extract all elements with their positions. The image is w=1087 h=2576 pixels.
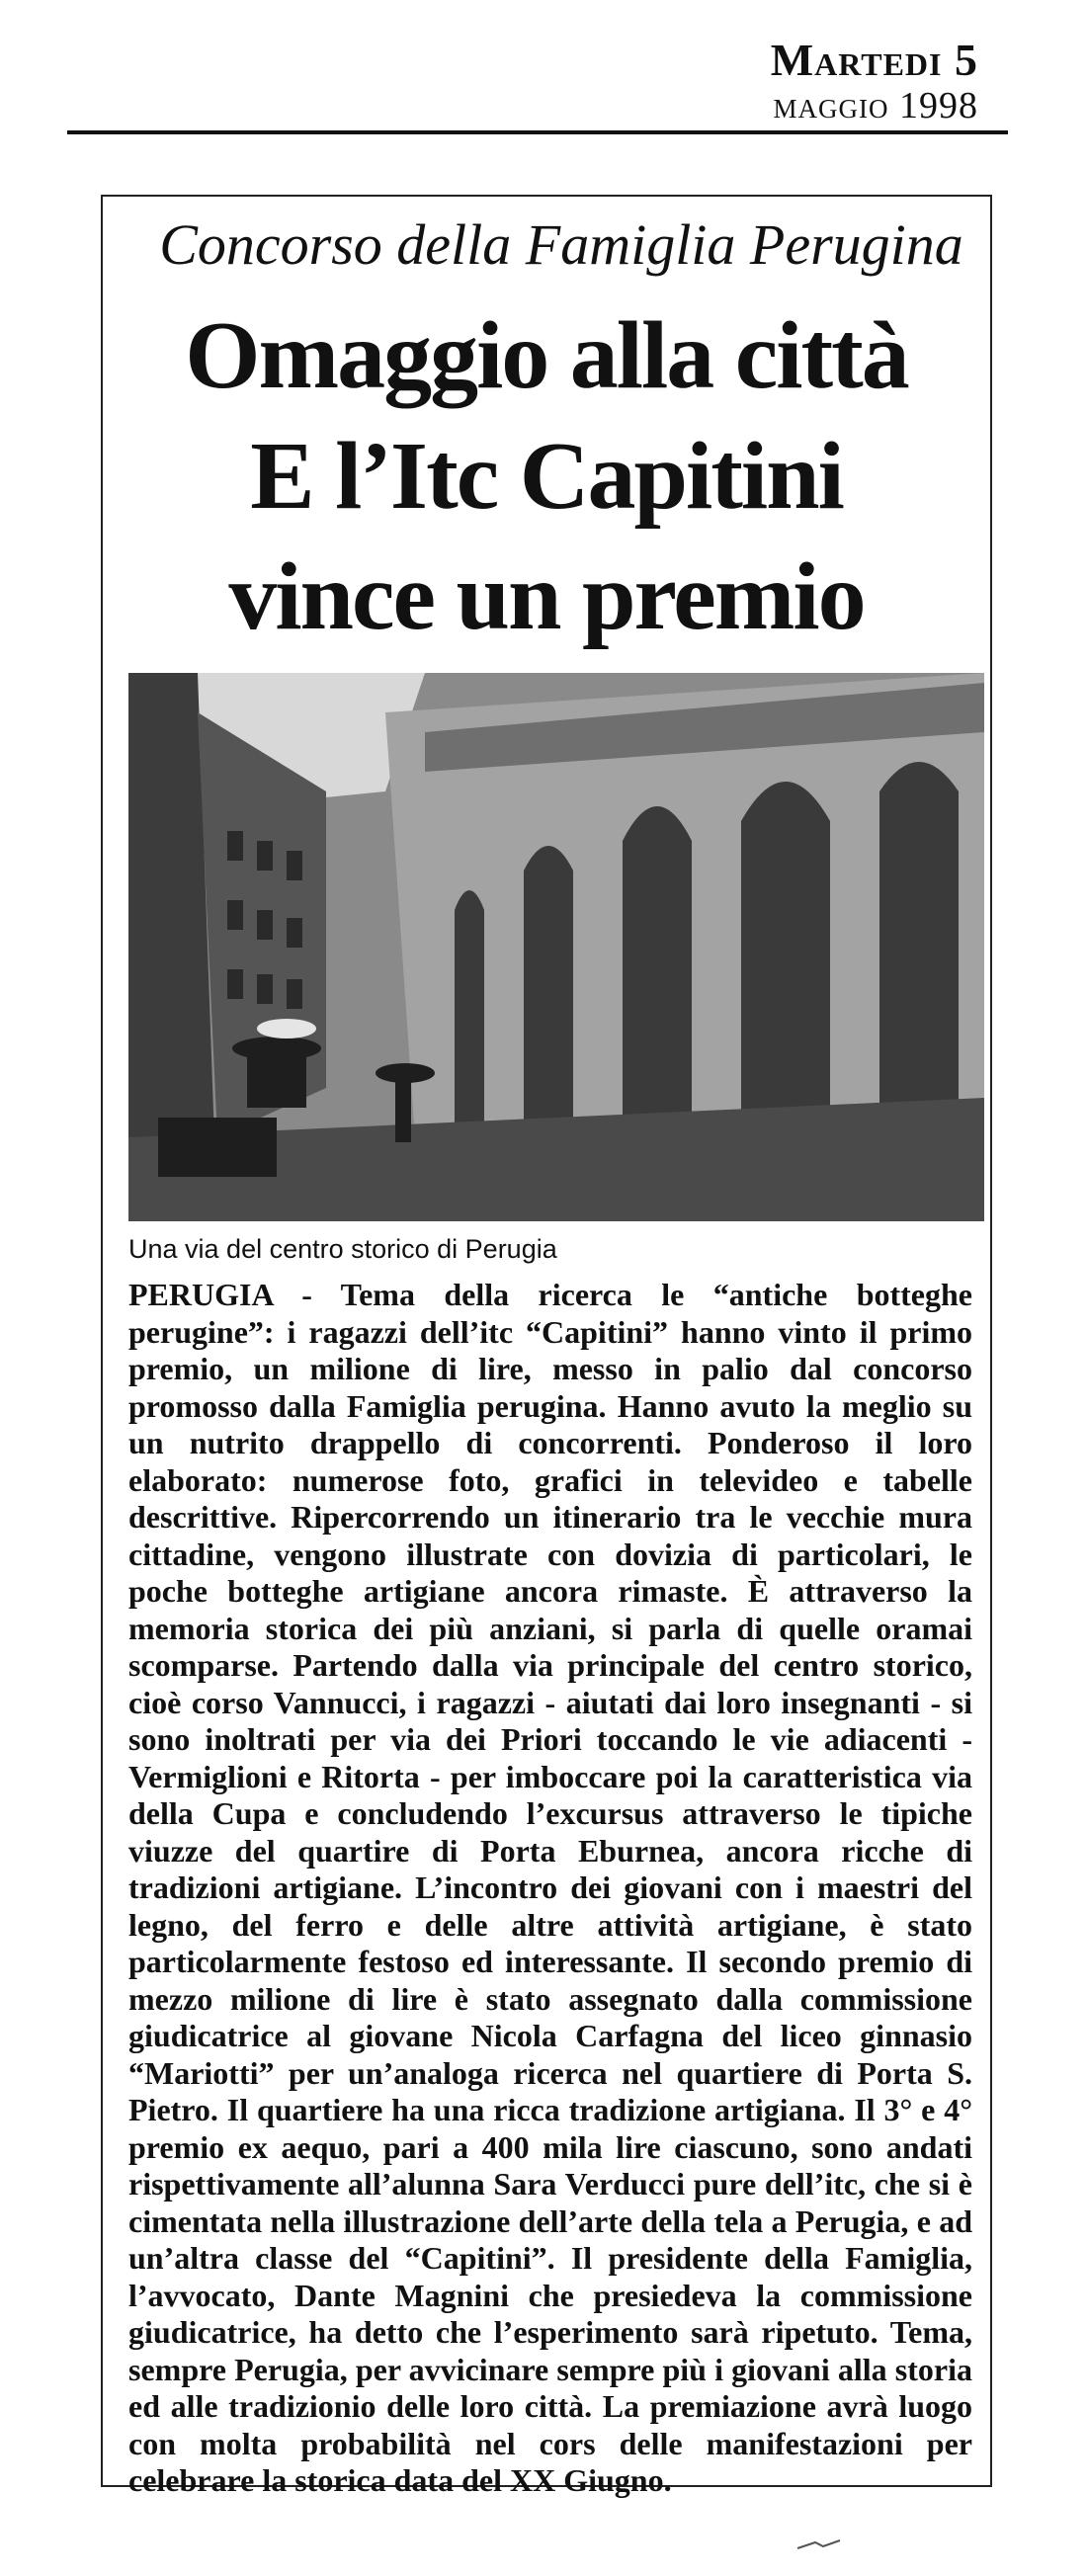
dateline-month-year: maggio 1998 bbox=[773, 85, 978, 126]
street-photo-image bbox=[128, 673, 984, 1221]
dateline bbox=[770, 35, 978, 126]
article-headline bbox=[123, 295, 970, 657]
article-body: PERUGIA - Tema della ricerca le “antiche botteghe perugine”: i ragazzi dell’itc “Capitini” hanno vinto il primo premio, un milione di lire, messo in palio dal concorso promosso dalla Famiglia perugina. Hanno avuto la meglio su un nutrito drappello di concorrenti. Ponderoso il loro elaborato: numerose foto, grafici in televideo e tabelle descrittive. Ripercorrendo un itinerario tra le vecchie mura cittadine, vengono illustrate con dovizia di particolari, le poche botteghe artigiane ancora rimaste. È attraverso la memoria storica dei più anziani, si parla di quelle oramai scomparse. Partendo dalla via principale del centro storico, cioè corso Vannucci, i ragazzi - aiutati dai loro insegnanti - si sono inoltrati per via dei Priori toccando le vie adiacenti - Vermiglioni e Ritorta - per imboccare poi la caratteristica via della Cupa e concludendo l’excursus attraverso le tipiche viuzze del quartire di Porta Eburnea, ancora ricche di tradizioni artigiane. L’incontro dei giovani con i maestri del legno, del ferro e delle altre attività artigiane, è stato particolarmente festoso ed interessante. Il secondo premio di mezzo milione di lire è stato assegnato dalla commissione giudicatrice al giovane Nicola Carfagna del liceo ginnasio “Mariotti” per un’analoga ricerca nel quartiere di Porta S. Pietro. Il quartiere ha una ricca tradizione artigiana. Il 3° e 4° premio ex aequo, pari a 400 mila lire ciascuno, sono andati rispettivamente all’alunna Sara Verducci pure dell’itc, che si è cimentata nella illustrazione dell’arte della tela a Perugia, e ad un’altra classe del “Capitini”. Il presidente della Famiglia, l’avvocato, Dante Magnini che presiedeva la commissione giudicatrice, ha detto che l’esperimento sarà ripetuto. Tema, sempre Perugia, per avvicinare sempre più i giovani alla storia ed alle tradizionio delle loro città. La premiazione avrà luogo con molta probabilità nel cors delle manifestazioni per celebrare la storica data del XX Giugno. bbox=[128, 1277, 972, 2498]
article-frame bbox=[101, 195, 992, 2498]
headline-line-1: Omaggio alla città bbox=[185, 302, 908, 409]
article-kicker: Concorso della Famiglia Perugina bbox=[159, 212, 963, 277]
pen-mark-icon bbox=[795, 2534, 855, 2554]
headline-line-2: E l’Itc Capitini bbox=[250, 423, 843, 530]
photo-caption: Una via del centro storico di Perugia bbox=[128, 1234, 557, 1264]
dateline-day: Martedi 5 bbox=[770, 35, 978, 85]
headline-line-3: vince un premio bbox=[228, 543, 865, 650]
header-rule bbox=[67, 130, 1008, 134]
